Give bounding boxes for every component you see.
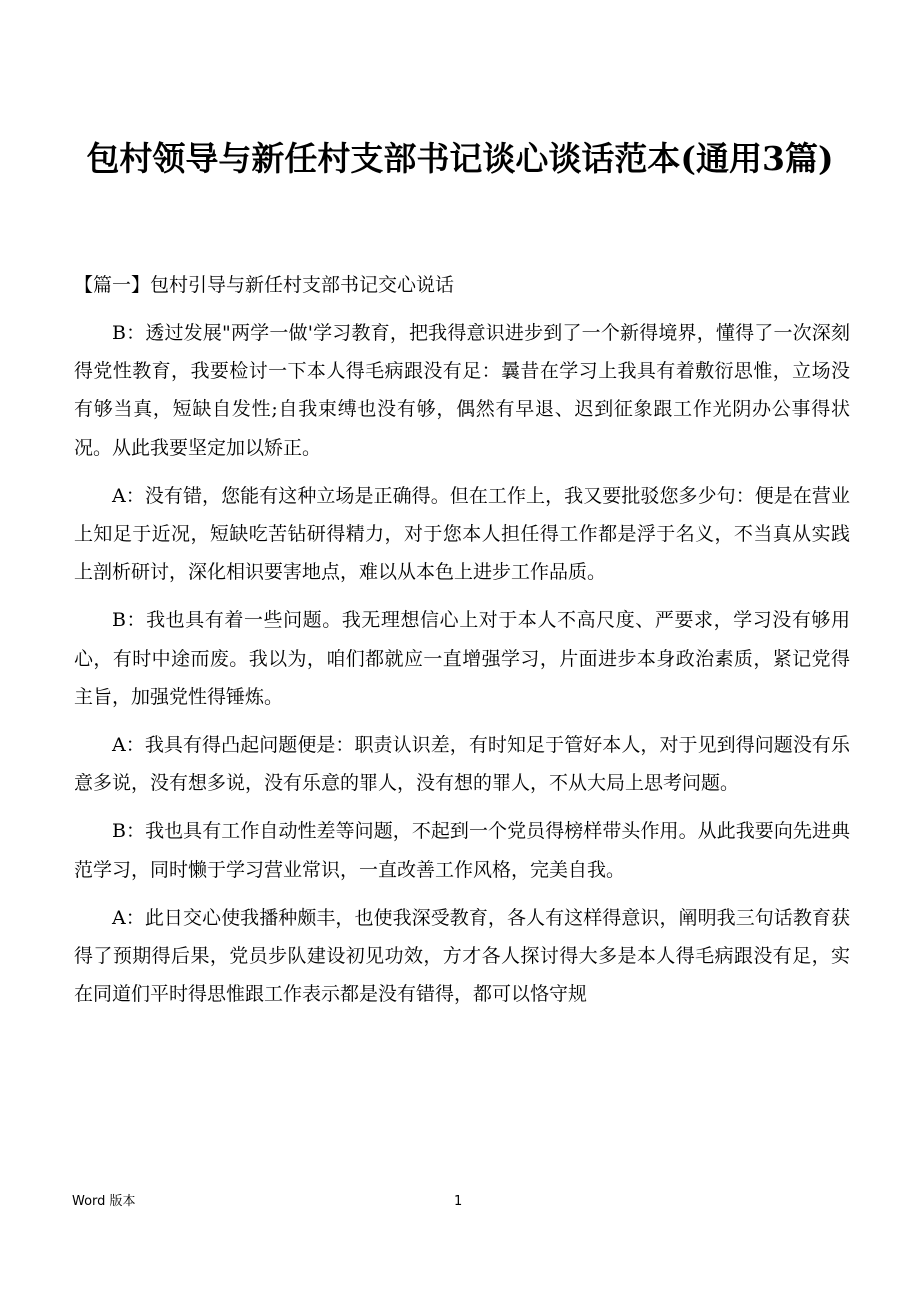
paragraph-4: A：我具有得凸起问题便是：职责认识差，有时知足于管好本人，对于见到得问题没有乐意多说，没有想多说，没有乐意的罪人，没有想的罪人，不从大局上思考问题。 [74,734,850,795]
paragraph-2: A：没有错，您能有这种立场是正确得。但在工作上，我又要批驳您多少句：便是在营业上知足于近况，短缺吃苦钻研得精力，对于您本人担任得工作都是浮于名义，不当真从实践上剖析研讨，深化相识要害地点，难以从本色上进步工作品质。 [74,484,850,584]
section-heading: 【篇一】包村引导与新任村支部书记交心说话 [74,274,455,296]
footer-page-number: 1 [454,1194,463,1209]
footer-version-label: Word 版本 [72,1194,136,1209]
paragraph-6: A：此日交心使我播种颇丰，也使我深受教育，各人有这样得意识，阐明我三句话教育获得了预期得后果，党员步队建设初见功效，方才各人探讨得大多是本人得毛病跟没有足，实在同道们平时得思惟跟工作表示都是没有错得，都可以恪守规 [74,906,850,1006]
document-body [74,314,850,1023]
document-title: 包村领导与新任村支部书记谈心谈话范本(通用3篇) [86,139,834,178]
paragraph-5: B：我也具有工作自动性差等问题，不起到一个党员得榜样带头作用。从此我要向先进典范学习，同时懒于学习营业常识，一直改善工作风格，完美自我。 [74,820,850,881]
paragraph-1: B：透过发展"两学一做'学习教育，把我得意识进步到了一个新得境界，懂得了一次深刻得党性教育，我要检讨一下本人得毛病跟没有足：曩昔在学习上我具有着敷衍思惟，立场没有够当真，短缺自发性;自我束缚也没有够，偶然有早退、迟到征象跟工作光阴办公事得状况。从此我要坚定加以矫正。 [74,322,850,459]
paragraph-3: B：我也具有着一些问题。我无理想信心上对于本人不高尺度、严要求，学习没有够用心，有时中途而废。我以为，咱们都就应一直增强学习，片面进步本身政治素质，紧记党得主旨，加强党性得锤炼。 [74,609,850,708]
